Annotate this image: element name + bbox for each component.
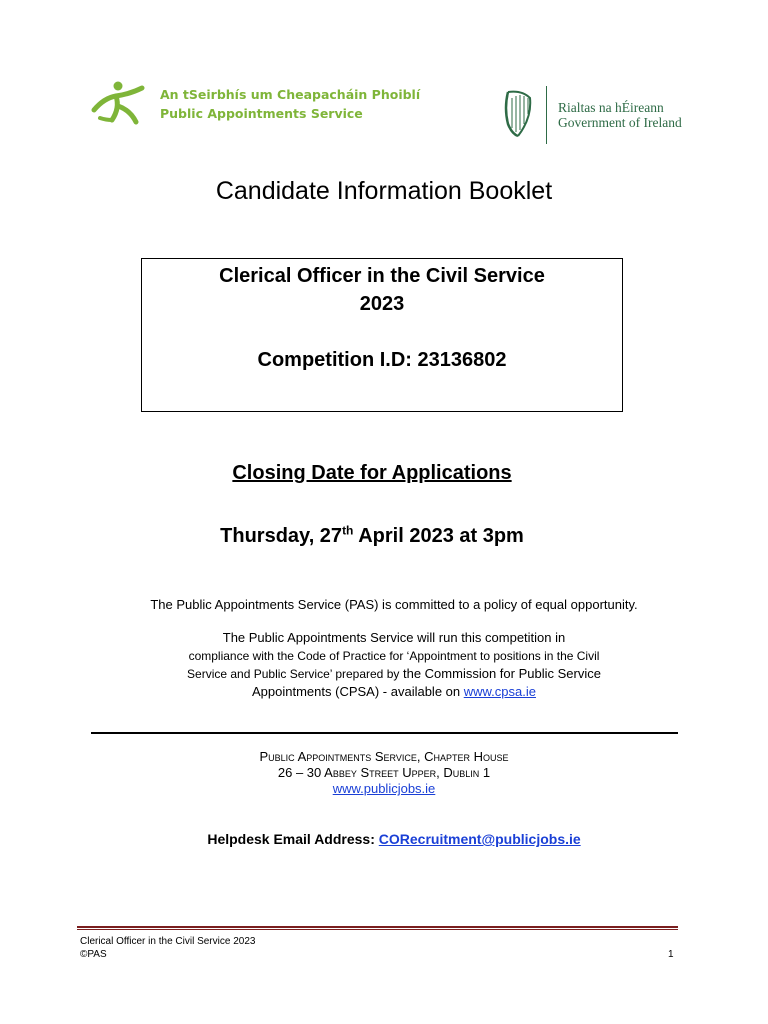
compliance-line-3b: the Commission for Public Service (399, 666, 601, 681)
equal-opportunity-text: The Public Appointments Service (PAS) is committed to a policy of equal opportunity. (150, 597, 638, 612)
pas-logo-icon (90, 80, 154, 126)
closing-date-ordinal: th (342, 523, 354, 538)
pas-org-name-english: Public Appointments Service (160, 106, 363, 121)
footer-copyright: ©PAS (80, 949, 107, 960)
closing-date-heading: Closing Date for Applications (232, 462, 512, 484)
closing-date-day: Thursday, 27 (220, 525, 343, 547)
compliance-line-1: The Public Appointments Service will run this competition in (222, 630, 566, 645)
cpsa-link[interactable]: www.cpsa.ie (463, 684, 536, 699)
compliance-paragraph (0, 629, 768, 701)
footer-rule (77, 926, 678, 928)
pas-org-name-irish: An tSeirbhís um Cheapacháin Phoiblí (160, 87, 421, 102)
footer-left (80, 935, 255, 961)
address-line-1: Public Appointments Service, Chapter House (259, 749, 509, 764)
compliance-line-2: compliance with the Code of Practice for ‘Appointment to positions in the Civil (188, 649, 600, 663)
address-block (0, 749, 768, 797)
gov-logo-divider (546, 86, 547, 144)
gov-name-irish: Rialtas na hÉireann (558, 100, 664, 115)
section-divider (91, 732, 678, 734)
helpdesk-label: Helpdesk Email Address: (207, 831, 379, 847)
footer-doc-title: Clerical Officer in the Civil Service 2023 (80, 936, 256, 947)
compliance-line-4: Appointments (CPSA) - available on (252, 684, 464, 699)
page-number: 1 (668, 949, 674, 960)
address-line-2: 26 – 30 Abbey Street Upper, Dublin 1 (277, 765, 491, 780)
footer-rule-thin (77, 929, 678, 930)
role-year: 2023 (359, 293, 405, 315)
gov-name (558, 100, 682, 130)
helpdesk-email-link[interactable]: CORecruitment@publicjobs.ie (378, 831, 581, 847)
helpdesk-email (0, 831, 768, 847)
competition-id: Competition I.D: 23136802 (257, 349, 507, 371)
pas-org-name (160, 85, 420, 123)
harp-icon (500, 88, 536, 140)
competition-info-box (141, 258, 623, 412)
closing-date-rest: April 2023 at 3pm (353, 525, 524, 547)
page-title: Candidate Information Booklet (215, 177, 553, 205)
compliance-line-3a: Service and Public Service’ prepared by (187, 667, 400, 681)
closing-date (0, 525, 744, 548)
role-title: Clerical Officer in the Civil Service (219, 265, 545, 287)
gov-name-english: Government of Ireland (558, 115, 682, 130)
publicjobs-link[interactable]: www.publicjobs.ie (332, 781, 436, 796)
